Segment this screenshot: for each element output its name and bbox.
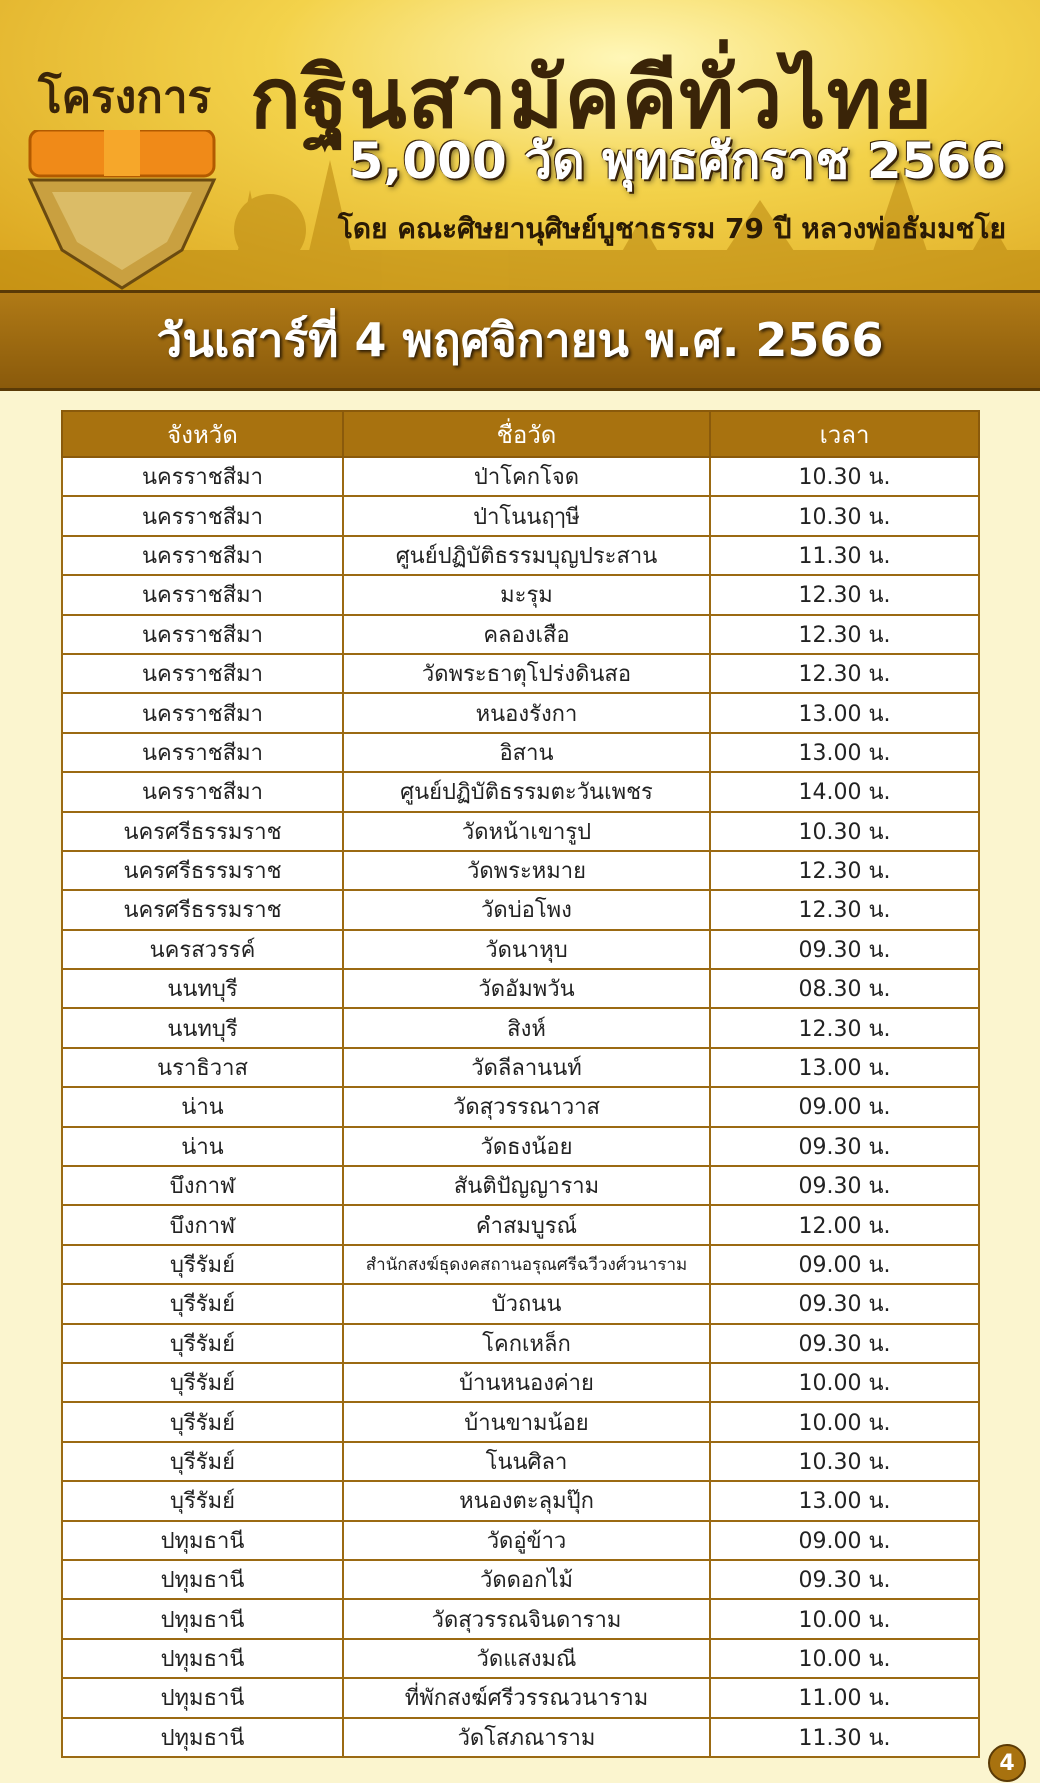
cell-temple: วัดอู่ข้าว bbox=[343, 1521, 710, 1560]
cell-temple: วัดอัมพวัน bbox=[343, 969, 710, 1008]
column-header-province: จังหวัด bbox=[62, 411, 343, 457]
table-row bbox=[62, 890, 979, 929]
cell-temple: วัดโสภณาราม bbox=[343, 1718, 710, 1757]
cell-province: นนทบุรี bbox=[62, 1008, 343, 1047]
cell-temple: วัดพระหมาย bbox=[343, 851, 710, 890]
cell-province: นครราชสีมา bbox=[62, 693, 343, 732]
cell-temple: หนองรังกา bbox=[343, 693, 710, 732]
cell-temple: มะรุม bbox=[343, 575, 710, 614]
cell-province: นครราชสีมา bbox=[62, 536, 343, 575]
cell-province: นราธิวาส bbox=[62, 1048, 343, 1087]
table-row bbox=[62, 851, 979, 890]
cell-time: 12.30 น. bbox=[710, 654, 979, 693]
cell-time: 10.00 น. bbox=[710, 1599, 979, 1638]
table-row bbox=[62, 1284, 979, 1323]
cell-province: นครราชสีมา bbox=[62, 772, 343, 811]
cell-temple: วัดลีลานนท์ bbox=[343, 1048, 710, 1087]
table-row bbox=[62, 1521, 979, 1560]
cell-temple: อิสาน bbox=[343, 733, 710, 772]
cell-time: 13.00 น. bbox=[710, 733, 979, 772]
cell-province: บุรีรัมย์ bbox=[62, 1402, 343, 1441]
column-header-time: เวลา bbox=[710, 411, 979, 457]
table-row bbox=[62, 536, 979, 575]
cell-province: ปทุมธานี bbox=[62, 1718, 343, 1757]
cell-time: 11.00 น. bbox=[710, 1678, 979, 1717]
cell-province: บุรีรัมย์ bbox=[62, 1284, 343, 1323]
date-bar bbox=[0, 290, 1040, 391]
table-row bbox=[62, 969, 979, 1008]
cell-time: 12.00 น. bbox=[710, 1205, 979, 1244]
cell-temple: วัดดอกไม้ bbox=[343, 1560, 710, 1599]
table-row bbox=[62, 1718, 979, 1757]
cell-time: 10.30 น. bbox=[710, 812, 979, 851]
cell-time: 09.30 น. bbox=[710, 930, 979, 969]
table-row bbox=[62, 1481, 979, 1520]
cell-province: น่าน bbox=[62, 1087, 343, 1126]
cell-temple: ป่าโคกโจด bbox=[343, 457, 710, 496]
cell-temple: ป่าโนนฤๅษี bbox=[343, 496, 710, 535]
cell-province: นครสวรรค์ bbox=[62, 930, 343, 969]
cell-time: 14.00 น. bbox=[710, 772, 979, 811]
cell-province: บุรีรัมย์ bbox=[62, 1324, 343, 1363]
table-row bbox=[62, 1166, 979, 1205]
cell-time: 11.30 น. bbox=[710, 536, 979, 575]
cell-temple: คลองเสือ bbox=[343, 615, 710, 654]
cell-temple: สำนักสงฆ์ธุดงคสถานอรุณศรีฉวีวงศ์วนาราม bbox=[343, 1245, 710, 1284]
cell-province: นครศรีธรรมราช bbox=[62, 812, 343, 851]
table-row bbox=[62, 1008, 979, 1047]
page-subtitle: 5,000 วัด พุทธศักราช 2566 bbox=[348, 132, 1006, 190]
cell-province: ปทุมธานี bbox=[62, 1639, 343, 1678]
table-row bbox=[62, 1324, 979, 1363]
cell-temple: วัดธงน้อย bbox=[343, 1127, 710, 1166]
table-row bbox=[62, 1205, 979, 1244]
cell-time: 12.30 น. bbox=[710, 575, 979, 614]
cell-temple: บ้านหนองค่าย bbox=[343, 1363, 710, 1402]
cell-temple: บัวถนน bbox=[343, 1284, 710, 1323]
cell-time: 09.00 น. bbox=[710, 1087, 979, 1126]
cell-time: 11.30 น. bbox=[710, 1718, 979, 1757]
cell-time: 09.30 น. bbox=[710, 1324, 979, 1363]
cell-time: 10.30 น. bbox=[710, 496, 979, 535]
column-header-temple: ชื่อวัด bbox=[343, 411, 710, 457]
table-row bbox=[62, 1087, 979, 1126]
cell-temple: สันติปัญญาราม bbox=[343, 1166, 710, 1205]
table-row bbox=[62, 1048, 979, 1087]
table-row bbox=[62, 1678, 979, 1717]
cell-province: ปทุมธานี bbox=[62, 1560, 343, 1599]
table-row bbox=[62, 1639, 979, 1678]
schedule-table bbox=[61, 410, 980, 1758]
table-row bbox=[62, 654, 979, 693]
cell-province: นครราชสีมา bbox=[62, 733, 343, 772]
cell-province: นครศรีธรรมราช bbox=[62, 890, 343, 929]
cell-time: 10.30 น. bbox=[710, 1442, 979, 1481]
cell-temple: วัดหน้าเขารูป bbox=[343, 812, 710, 851]
table-row bbox=[62, 693, 979, 732]
table-row bbox=[62, 1599, 979, 1638]
header-banner bbox=[0, 0, 1040, 290]
cell-temple: สิงห์ bbox=[343, 1008, 710, 1047]
table-header-row bbox=[62, 411, 979, 457]
table-row bbox=[62, 615, 979, 654]
cell-temple: ศูนย์ปฏิบัติธรรมบุญประสาน bbox=[343, 536, 710, 575]
table-row bbox=[62, 1402, 979, 1441]
cell-time: 08.30 น. bbox=[710, 969, 979, 1008]
cell-time: 10.00 น. bbox=[710, 1363, 979, 1402]
cell-province: นนทบุรี bbox=[62, 969, 343, 1008]
cell-temple: วัดพระธาตุโปร่งดินสอ bbox=[343, 654, 710, 693]
table-row bbox=[62, 1442, 979, 1481]
cell-province: นครราชสีมา bbox=[62, 615, 343, 654]
table-row bbox=[62, 1245, 979, 1284]
cell-time: 09.00 น. bbox=[710, 1245, 979, 1284]
cell-province: น่าน bbox=[62, 1127, 343, 1166]
cell-time: 13.00 น. bbox=[710, 1048, 979, 1087]
cell-temple: โนนศิลา bbox=[343, 1442, 710, 1481]
cell-province: บึงกาฬ bbox=[62, 1205, 343, 1244]
table-row bbox=[62, 733, 979, 772]
cell-temple: วัดแสงมณี bbox=[343, 1639, 710, 1678]
cell-temple: ที่พักสงฆ์ศรีวรรณวนาราม bbox=[343, 1678, 710, 1717]
cell-time: 13.00 น. bbox=[710, 693, 979, 732]
page-title: กฐินสามัคคีทั่วไทย bbox=[250, 49, 934, 147]
cell-province: บุรีรัมย์ bbox=[62, 1442, 343, 1481]
robe-offering-icon bbox=[22, 130, 222, 290]
schedule-table-wrapper bbox=[61, 410, 978, 1758]
table-row bbox=[62, 812, 979, 851]
cell-temple: คำสมบูรณ์ bbox=[343, 1205, 710, 1244]
cell-time: 12.30 น. bbox=[710, 851, 979, 890]
table-row bbox=[62, 575, 979, 614]
cell-province: นครศรีธรรมราช bbox=[62, 851, 343, 890]
cell-province: บุรีรัมย์ bbox=[62, 1481, 343, 1520]
cell-province: นครราชสีมา bbox=[62, 654, 343, 693]
cell-province: นครราชสีมา bbox=[62, 575, 343, 614]
cell-time: 09.30 น. bbox=[710, 1560, 979, 1599]
cell-time: 10.30 น. bbox=[710, 457, 979, 496]
cell-province: นครราชสีมา bbox=[62, 457, 343, 496]
cell-province: ปทุมธานี bbox=[62, 1599, 343, 1638]
table-row bbox=[62, 1560, 979, 1599]
cell-time: 10.00 น. bbox=[710, 1639, 979, 1678]
cell-time: 12.30 น. bbox=[710, 890, 979, 929]
cell-province: บึงกาฬ bbox=[62, 1166, 343, 1205]
cell-time: 09.00 น. bbox=[710, 1521, 979, 1560]
cell-temple: วัดสุวรรณจินดาราม bbox=[343, 1599, 710, 1638]
cell-temple: โคกเหล็ก bbox=[343, 1324, 710, 1363]
cell-time: 10.00 น. bbox=[710, 1402, 979, 1441]
table-row bbox=[62, 1127, 979, 1166]
cell-time: 12.30 น. bbox=[710, 1008, 979, 1047]
table-row bbox=[62, 496, 979, 535]
table-row bbox=[62, 1363, 979, 1402]
cell-province: บุรีรัมย์ bbox=[62, 1245, 343, 1284]
cell-time: 09.30 น. bbox=[710, 1166, 979, 1205]
byline: โดย คณะศิษยานุศิษย์บูชาธรรม 79 ปี หลวงพ่อธัมมชโย bbox=[337, 212, 1006, 245]
cell-time: 13.00 น. bbox=[710, 1481, 979, 1520]
event-date: วันเสาร์ที่ 4 พฤศจิกายน พ.ศ. 2566 bbox=[156, 313, 884, 367]
cell-temple: บ้านขามน้อย bbox=[343, 1402, 710, 1441]
cell-province: ปทุมธานี bbox=[62, 1521, 343, 1560]
cell-temple: วัดบ่อโพง bbox=[343, 890, 710, 929]
cell-province: นครราชสีมา bbox=[62, 496, 343, 535]
cell-temple: วัดนาหุบ bbox=[343, 930, 710, 969]
cell-province: ปทุมธานี bbox=[62, 1678, 343, 1717]
project-prefix: โครงการ bbox=[38, 72, 212, 123]
cell-province: บุรีรัมย์ bbox=[62, 1363, 343, 1402]
table-row bbox=[62, 772, 979, 811]
cell-time: 09.30 น. bbox=[710, 1127, 979, 1166]
cell-temple: หนองตะลุมปุ๊ก bbox=[343, 1481, 710, 1520]
page-number-badge: 4 bbox=[988, 1744, 1026, 1782]
cell-temple: วัดสุวรรณาวาส bbox=[343, 1087, 710, 1126]
table-row bbox=[62, 457, 979, 496]
cell-time: 09.30 น. bbox=[710, 1284, 979, 1323]
cell-temple: ศูนย์ปฏิบัติธรรมตะวันเพชร bbox=[343, 772, 710, 811]
cell-time: 12.30 น. bbox=[710, 615, 979, 654]
table-row bbox=[62, 930, 979, 969]
